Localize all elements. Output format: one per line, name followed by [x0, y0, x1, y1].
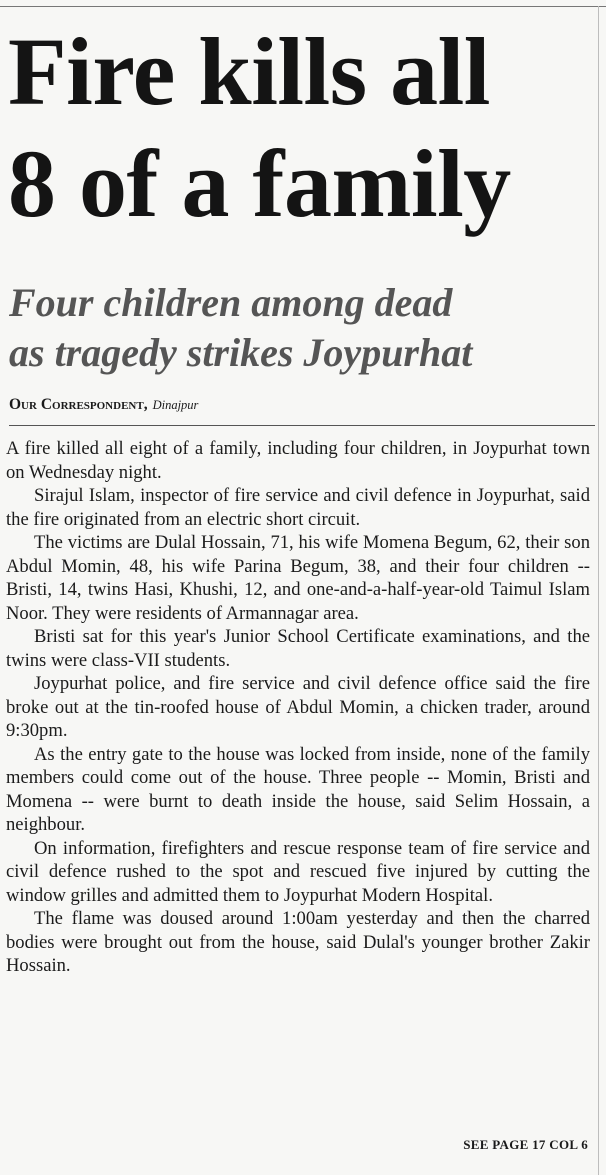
subheadline-line-2: as tragedy strikes Joypurhat — [9, 330, 473, 375]
article-paragraph-4: Bristi sat for this year's Junior School Certificate examinations, and the twins were class-VII students. — [6, 626, 590, 671]
byline-rule — [9, 425, 595, 426]
subheadline — [9, 278, 599, 378]
headline-line-1: Fire kills all — [8, 18, 490, 125]
byline-location: Dinajpur — [152, 398, 199, 412]
subheadline-line-1: Four children among dead — [9, 280, 453, 325]
article-body — [6, 437, 590, 978]
headline-line-2: 8 of a family — [8, 130, 511, 237]
byline — [9, 396, 198, 414]
column-rule — [598, 6, 599, 1175]
article-paragraph-5: Joypurhat police, and fire service and civil defence office said the fire broke out at the tin-roofed house of Abdul Momin, a chicken trader, around 9:30pm. — [6, 673, 590, 741]
top-rule — [0, 6, 606, 7]
article-paragraph-7: On information, firefighters and rescue response team of fire service and civil defence rushed to the spot and rescued five injured by cutting the window grilles and admitted them to Joypurhat Modern Hospital. — [6, 837, 590, 906]
continued-jump-line: SEE PAGE 17 COL 6 — [463, 1137, 588, 1152]
article-paragraph-6: As the entry gate to the house was locked from inside, none of the family members could come out of the house. Three people -- Momin, Bristi and Momena -- were burnt to death inside the house, said Selim Hossain, a neighbour. — [6, 743, 590, 835]
article-paragraph-3: The victims are Dulal Hossain, 71, his wife Momena Begum, 62, their son Abdul Momin, 48, his wife Parina Begum, 38, and their four children -- Bristi, 14, twins Hasi, Khushi, 12, and one-and-a-half-year-old Taimul Islam Noor. They were residents of Armannagar area. — [6, 532, 590, 624]
headline — [8, 16, 598, 240]
byline-author: Our Correspondent, — [9, 396, 148, 413]
article-paragraph-1: A fire killed all eight of a family, including four children, in Joypurhat town on Wednesday night. — [6, 438, 590, 483]
article-paragraph-2: Sirajul Islam, inspector of fire service and civil defence in Joypurhat, said the fire originated from an electric short circuit. — [6, 485, 590, 530]
article-paragraph-8: The flame was doused around 1:00am yesterday and then the charred bodies were brought out from the house, said Dulal's younger brother Zakir Hossain. — [6, 908, 590, 976]
